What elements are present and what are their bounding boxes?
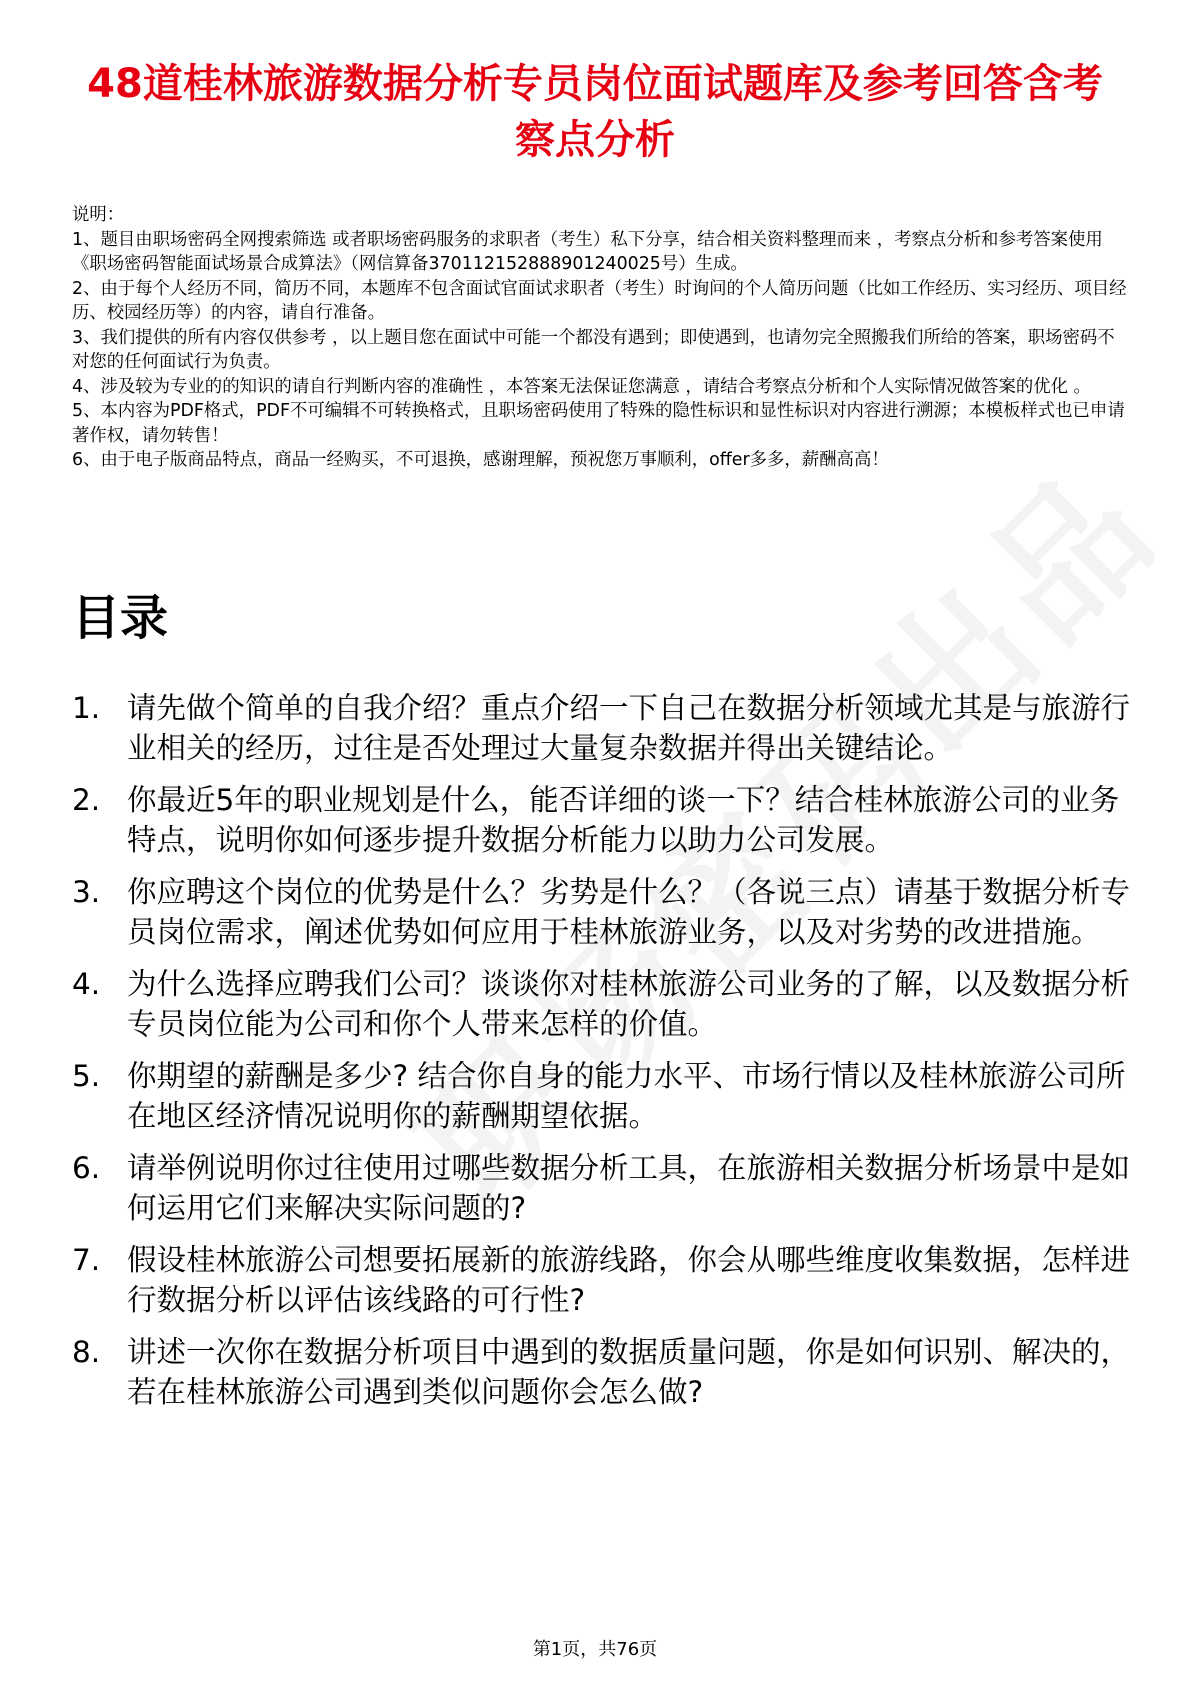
toc-item[interactable] xyxy=(72,1240,1132,1320)
toc-item-number: 6. xyxy=(72,1151,101,1185)
toc-item-text: 你应聘这个岗位的优势是什么？劣势是什么？（各说三点）请基于数据分析专员岗位需求，阐述优势如何应用于桂林旅游业务，以及对劣势的改进措施。 xyxy=(127,875,1131,949)
toc-item-text: 你最近5年的职业规划是什么，能否详细的谈一下？结合桂林旅游公司的业务特点，说明你如何逐步提升数据分析能力以助力公司发展。 xyxy=(127,783,1120,857)
notes-section xyxy=(72,203,1127,473)
toc-item[interactable] xyxy=(72,780,1132,860)
toc-item-text: 讲述一次你在数据分析项目中遇到的数据质量问题，你是如何识别、解决的，若在桂林旅游公司遇到类似问题你会怎么做? xyxy=(127,1335,1131,1409)
toc-item-number: 3. xyxy=(72,875,101,909)
toc-item-number: 8. xyxy=(72,1335,101,1369)
notes-item: 5、本内容为PDF格式，PDF不可编辑不可转换格式，且职场密码使用了特殊的隐性标识和显性标识对内容进行溯源；本模板样式也已申请著作权，请勿转售！ xyxy=(72,401,1125,446)
notes-item: 3、我们提供的所有内容仅供参考 ，以上题目您在面试中可能一个都没有遇到；即使遇到，也请勿完全照搬我们所给的答案，职场密码不对您的任何面试行为负责。 xyxy=(72,327,1115,372)
page-footer: 第1页，共76页 xyxy=(532,1639,658,1660)
toc-item-text: 请先做个简单的自我介绍？重点介绍一下自己在数据分析领域尤其是与旅游行业相关的经历，过往是否处理过大量复杂数据并得出关键结论。 xyxy=(127,691,1131,765)
notes-item: 2、由于每个人经历不同，简历不同，本题库不包含面试官面试求职者（考生）时询问的个人简历问题（比如工作经历、实习经历、项目经历、校园经历等）的内容，请自行准备。 xyxy=(72,278,1127,323)
toc-item[interactable] xyxy=(72,1332,1132,1412)
notes-item: 1、题目由职场密码全网搜索筛选 或者职场密码服务的求职者（考生）私下分享，结合相关资料整理而来 ，考察点分析和参考答案使用《职场密码智能面试场景合成算法》（网信算备370112152888901240025号）生成。 xyxy=(72,229,1103,274)
notes-item: 4、涉及较为专业的的知识的请自行判断内容的准确性 ，本答案无法保证您满意 ，请结合考察点分析和个人实际情况做答案的优化 。 xyxy=(72,376,1091,397)
toc-item-number: 4. xyxy=(72,967,101,1001)
toc-item[interactable] xyxy=(72,688,1132,768)
notes-heading: 说明： xyxy=(72,205,125,225)
toc-item[interactable] xyxy=(72,964,1132,1044)
toc-item-number: 2. xyxy=(72,783,101,817)
toc-list xyxy=(72,688,1132,1424)
toc-item-text: 你期望的薪酬是多少? 结合你自身的能力水平、市场行情以及桂林旅游公司所在地区经济情况说明你的薪酬期望依据。 xyxy=(127,1059,1126,1133)
toc-heading: 目录 xyxy=(72,590,169,646)
toc-item-number: 5. xyxy=(72,1059,101,1093)
document-title: 48道桂林旅游数据分析专员岗位面试题库及参考回答含考察点分析 xyxy=(87,61,1103,163)
toc-item-number: 7. xyxy=(72,1243,101,1277)
toc-item-text: 假设桂林旅游公司想要拓展新的旅游线路，你会从哪些维度收集数据，怎样进行数据分析以评估该线路的可行性? xyxy=(127,1243,1131,1317)
toc-item[interactable] xyxy=(72,1148,1132,1228)
toc-item-number: 1. xyxy=(72,691,101,725)
toc-item-text: 为什么选择应聘我们公司？谈谈你对桂林旅游公司业务的了解，以及数据分析专员岗位能为公司和你个人带来怎样的价值。 xyxy=(127,967,1131,1041)
toc-item[interactable] xyxy=(72,872,1132,952)
toc-item-text: 请举例说明你过往使用过哪些数据分析工具，在旅游相关数据分析场景中是如何运用它们来解决实际问题的? xyxy=(127,1151,1131,1225)
toc-item[interactable] xyxy=(72,1056,1132,1136)
notes-item: 6、由于电子版商品特点，商品一经购买，不可退换，感谢理解，预祝您万事顺利，offer多多，薪酬高高！ xyxy=(72,450,889,470)
